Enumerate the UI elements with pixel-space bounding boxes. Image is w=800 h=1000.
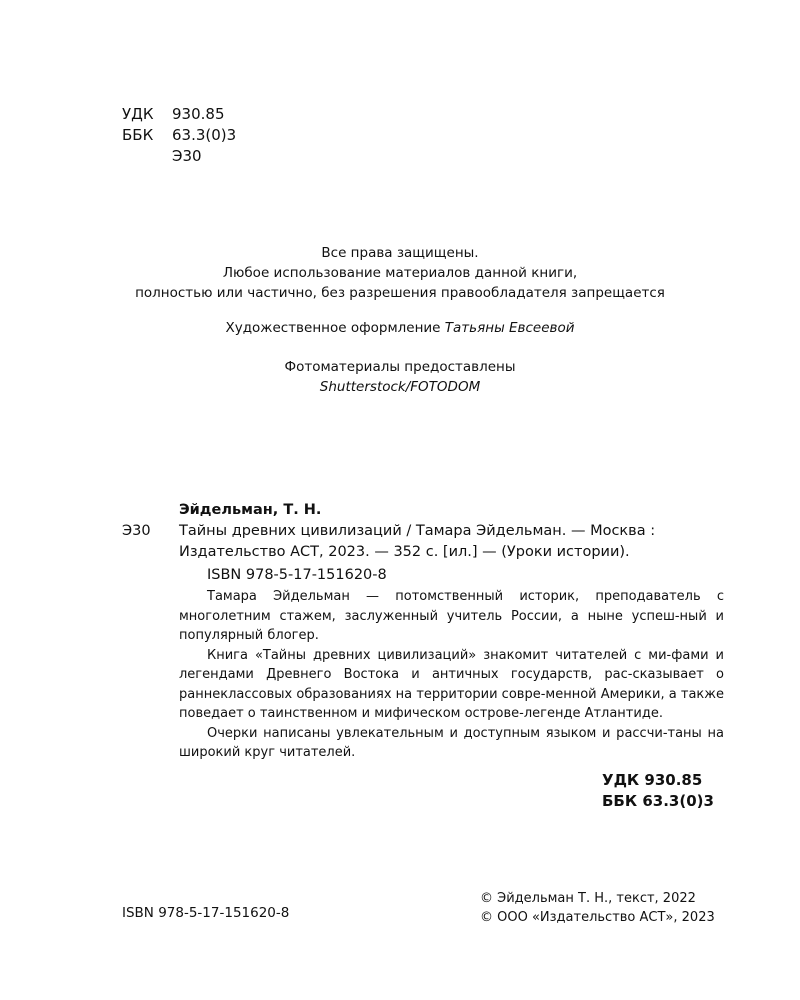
design-credit: [0, 318, 800, 338]
copyright-line-2: © ООО «Издательство АСТ», 2023: [480, 910, 715, 925]
copyright-block: [480, 889, 715, 927]
biblio-title-row-2: [122, 542, 724, 563]
bbk-row: [122, 125, 236, 146]
photo-credit: [0, 357, 800, 397]
isbn-bottom: ISBN 978-5-17-151620-8: [122, 905, 290, 921]
codes-right: [602, 770, 714, 812]
bibliographic-record: [122, 500, 724, 586]
author-mark: Э30: [172, 147, 202, 165]
author-mark-row: [122, 146, 236, 167]
design-label: Художественное оформление: [225, 320, 441, 336]
rights-notice: [0, 243, 800, 303]
rights-line-2: Любое использование материалов данной книги,: [222, 265, 578, 281]
udk-row: [122, 104, 236, 125]
annotation-paragraph-2: Книга «Тайны древних цивилизаций» знакомит читателей с ми-фами и легендами Древнего Востока и античных государств, рас-сказывает о раннеклассовых образованиях на территории совре-менной Америки, а также поведает о таинственном и мифическом острове-легенде Атлантиде.: [179, 647, 724, 721]
biblio-title-line-2: Издательство АСТ, 2023. — 352 с. [ил.] — (Уроки истории).: [179, 544, 630, 560]
design-artist: Татьяны Евсеевой: [444, 320, 575, 336]
biblio-author: Эйдельман, Т. Н.: [179, 502, 322, 518]
bbk-label: ББК: [122, 126, 154, 144]
biblio-title-line-1: Тайны древних цивилизаций / Тамара Эйдельман. — Москва :: [179, 523, 656, 539]
annotation-paragraph-1: Тамара Эйдельман — потомственный историк, преподаватель с многолетним стажем, заслуженный учитель России, а ныне успеш-ный и популярный блогер.: [179, 589, 724, 643]
udk-label: УДК: [122, 105, 154, 123]
photo-source: Shutterstock/FOTODOM: [319, 379, 481, 395]
annotation: [179, 587, 724, 763]
bbk-value: 63.3(0)3: [172, 126, 237, 144]
udk-code-right: УДК 930.85: [602, 771, 703, 789]
classification-block: [122, 104, 236, 167]
rights-line-3: полностью или частично, без разрешения правообладателя запрещается: [135, 285, 665, 301]
photo-label: Фотоматериалы предоставлены: [284, 359, 516, 375]
rights-line-1: Все права защищены.: [321, 245, 479, 261]
biblio-code: Э30: [122, 523, 151, 539]
biblio-isbn: ISBN 978-5-17-151620-8: [207, 567, 387, 583]
annotation-paragraph-3: Очерки написаны увлекательным и доступным языком и рассчи-таны на широкий круг читателей.: [179, 725, 724, 760]
udk-value: 930.85: [172, 105, 225, 123]
biblio-title-row: [122, 521, 724, 542]
copyright-line-1: © Эйдельман Т. Н., текст, 2022: [480, 891, 696, 906]
bbk-code-right: ББК 63.3(0)3: [602, 792, 714, 810]
